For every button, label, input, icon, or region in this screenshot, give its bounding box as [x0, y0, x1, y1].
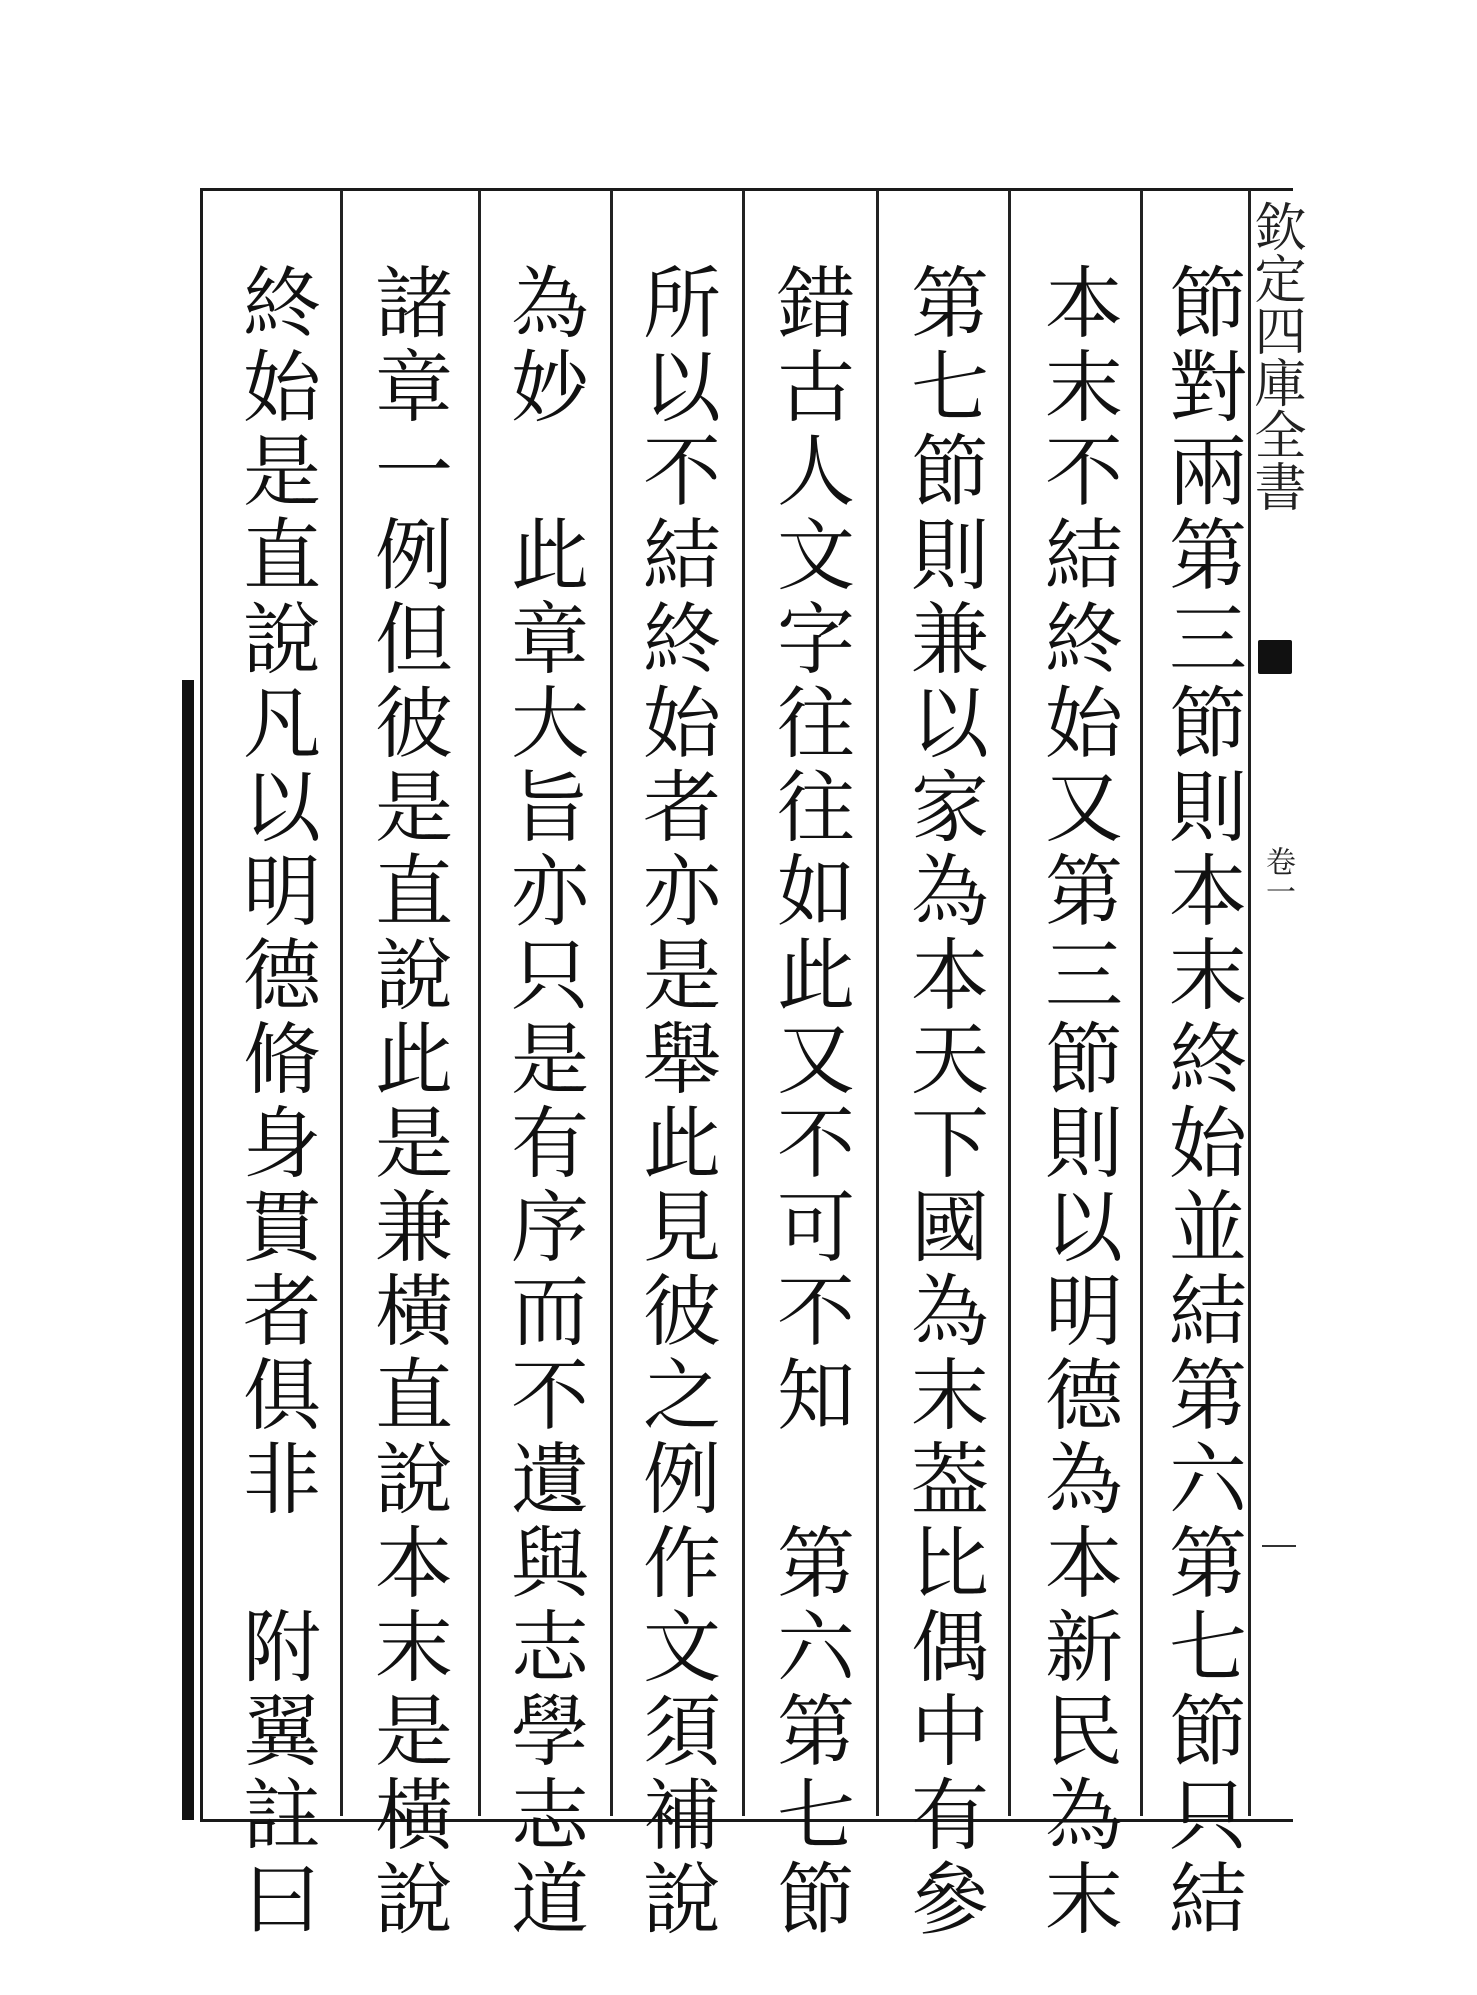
column-rule — [1008, 190, 1011, 1816]
margin-tick — [1262, 1545, 1296, 1547]
column-rule — [1140, 190, 1143, 1816]
fishtail-mark — [1258, 640, 1292, 674]
text-column-8: 終始是直說凡以明德脩身貫者俱非 附翼註曰 — [230, 262, 320, 1942]
text-column-4: 錯古人文字往往如此又不可不知 第六第七節 — [764, 262, 854, 1942]
column-rule — [478, 190, 481, 1816]
text-column-3: 第七節則兼以家為本天下國為末葢比偶中有參 — [898, 262, 988, 1942]
text-column-7: 諸章一例但彼是直說此是兼橫直說本末是橫說 — [362, 262, 452, 1942]
text-column-1: 節對兩第三節則本末終始並結第六第七節只結 — [1156, 262, 1246, 1942]
column-rule — [742, 190, 745, 1816]
column-rule — [876, 190, 879, 1816]
left-edge-bar — [182, 680, 194, 1820]
book-title: 欽定四庫全書 — [1245, 200, 1305, 512]
volume-label: 卷一 — [1260, 846, 1295, 906]
column-rule — [340, 190, 343, 1816]
text-column-6: 為妙 此章大旨亦只是有序而不遺與志學志道 — [498, 262, 588, 1942]
column-rule — [610, 190, 613, 1816]
text-column-2: 本末不結終始又第三節則以明德為本新民為末 — [1032, 262, 1122, 1942]
text-column-5: 所以不結終始者亦是舉此見彼之例作文須補說 — [630, 262, 720, 1942]
